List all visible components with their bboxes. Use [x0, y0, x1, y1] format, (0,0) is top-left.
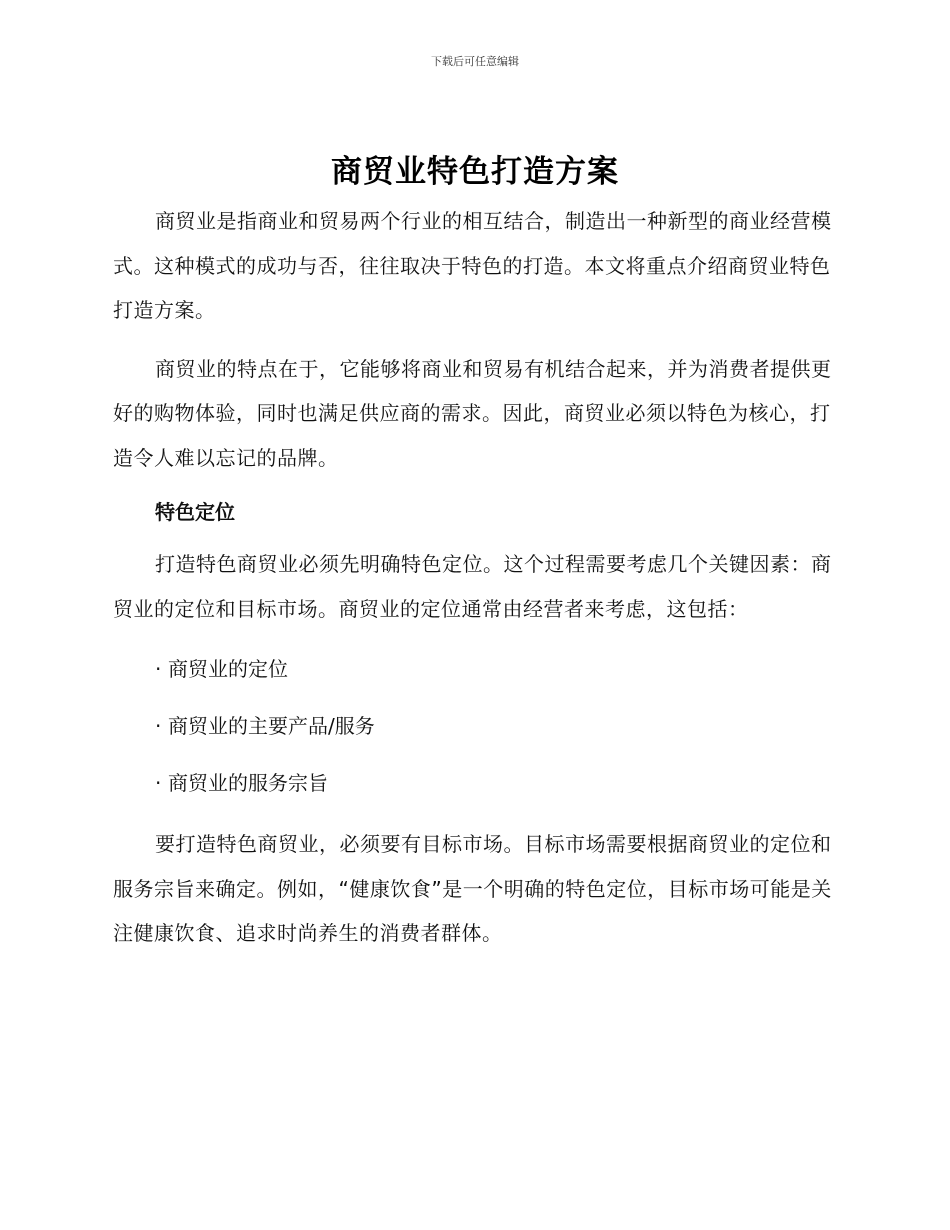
list-item [113, 651, 833, 688]
target-market-paragraph: 要打造特色商贸业，必须要有目标市场。目标市场需要根据商贸业的定位和服务宗旨来确定。例如，“健康饮食”是一个明确的特色定位，目标市场可能是关注健康饮食、追求时尚养生的消费者群体。 [113, 832, 832, 945]
document-body [113, 199, 833, 970]
list-item [113, 708, 833, 745]
document-title: 商贸业特色打造方案 [331, 154, 619, 190]
list-item-text: 商贸业的定位 [168, 657, 288, 681]
positioning-paragraph: 打造特色商贸业必须先明确特色定位。这个过程需要考虑几个关键因素：商贸业的定位和目标市场。商贸业的定位通常由经营者来考虑，这包括： [113, 552, 832, 621]
list-item-text: 商贸业的主要产品/服务 [168, 714, 375, 738]
intro-paragraph: 商贸业是指商业和贸易两个行业的相互结合，制造出一种新型的商业经营模式。这种模式的成功与否，往往取决于特色的打造。本文将重点介绍商贸业特色打造方案。 [113, 209, 832, 322]
bullet-marker: · [155, 657, 162, 681]
list-item [113, 765, 833, 802]
list-item-text: 商贸业的服务宗旨 [168, 771, 328, 795]
section-heading: 特色定位 [155, 500, 235, 524]
page-header-note: 下载后可任意编辑 [431, 55, 519, 68]
characteristics-paragraph: 商贸业的特点在于，它能够将商业和贸易有机结合起来，并为消费者提供更好的购物体验，同时也满足供应商的需求。因此，商贸业必须以特色为核心，打造令人难以忘记的品牌。 [113, 356, 832, 470]
bullet-list [113, 651, 833, 802]
bullet-marker: · [155, 771, 162, 795]
bullet-marker: · [155, 714, 162, 738]
